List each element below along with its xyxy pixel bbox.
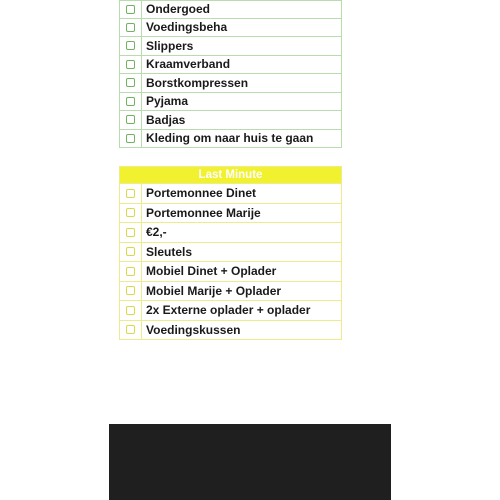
checklist-item-label: Kleding om naar huis te gaan [146, 131, 314, 146]
checklist-row [119, 204, 342, 224]
checklist-row [119, 111, 342, 130]
checkbox-cell [120, 282, 142, 301]
checklist-item-label: Sleutels [146, 244, 193, 259]
checkbox-cell [120, 74, 142, 92]
checklist-item-label: Borstkompressen [146, 75, 249, 90]
packing-checklist [119, 0, 342, 148]
checkbox[interactable] [126, 115, 135, 124]
checklist-item-label: Voedingsbeha [146, 20, 228, 35]
checkbox[interactable] [126, 189, 135, 198]
checklist-item-label: Mobiel Marije + Oplader [146, 283, 282, 298]
checkbox-cell [120, 37, 142, 55]
checklist-row [119, 223, 342, 243]
checklist-row [119, 74, 342, 93]
checklist-row [119, 0, 342, 19]
checkbox[interactable] [126, 134, 135, 143]
checklist-item-label: Portemonnee Marije [146, 205, 261, 220]
checkbox-cell [120, 184, 142, 203]
last-minute-checklist [119, 166, 342, 340]
last-minute-header: Last Minute [119, 166, 342, 184]
checkbox-cell [120, 301, 142, 320]
checklist-item-label: Badjas [146, 112, 186, 127]
checklist-item-label: 2x Externe oplader + oplader [146, 303, 311, 318]
checklist-item-label: Ondergoed [146, 2, 211, 17]
checklist-row [119, 130, 342, 149]
checkbox-cell [120, 56, 142, 74]
checkbox-cell [120, 130, 142, 148]
checkbox[interactable] [126, 5, 135, 14]
checklist-row [119, 301, 342, 321]
checklist-item-label: Portemonnee Dinet [146, 186, 257, 201]
checklist-row [119, 243, 342, 263]
checklist-row [119, 321, 342, 341]
checkbox-cell [120, 223, 142, 242]
checkbox[interactable] [126, 208, 135, 217]
checklist-row [119, 37, 342, 56]
checkbox[interactable] [126, 60, 135, 69]
checkbox-cell [120, 243, 142, 262]
checklist-row [119, 19, 342, 38]
checklist-item-label: Slippers [146, 38, 194, 53]
checkbox-cell [120, 262, 142, 281]
checklist-row [119, 93, 342, 112]
checkbox-cell [120, 1, 142, 18]
checklist-row [119, 184, 342, 204]
bottom-black-bar [109, 424, 391, 500]
checklist-item-label: Pyjama [146, 94, 189, 109]
checkbox[interactable] [126, 325, 135, 334]
checklist-row [119, 282, 342, 302]
checkbox[interactable] [126, 247, 135, 256]
checkbox[interactable] [126, 97, 135, 106]
checklist-item-label: Kraamverband [146, 57, 231, 72]
checklist-item-label: Voedingskussen [146, 322, 241, 337]
checklist-row [119, 56, 342, 75]
checkbox-cell [120, 204, 142, 223]
checkbox[interactable] [126, 23, 135, 32]
checklist-item-label: Mobiel Dinet + Oplader [146, 264, 277, 279]
checkbox-cell [120, 19, 142, 37]
checkbox[interactable] [126, 78, 135, 87]
checkbox-cell [120, 111, 142, 129]
checkbox-cell [120, 93, 142, 111]
checkbox[interactable] [126, 286, 135, 295]
checklist-item-label: €2,- [146, 225, 167, 240]
checkbox[interactable] [126, 306, 135, 315]
checkbox[interactable] [126, 41, 135, 50]
checkbox-cell [120, 321, 142, 340]
checkbox[interactable] [126, 267, 135, 276]
checkbox[interactable] [126, 228, 135, 237]
checklist-row [119, 262, 342, 282]
